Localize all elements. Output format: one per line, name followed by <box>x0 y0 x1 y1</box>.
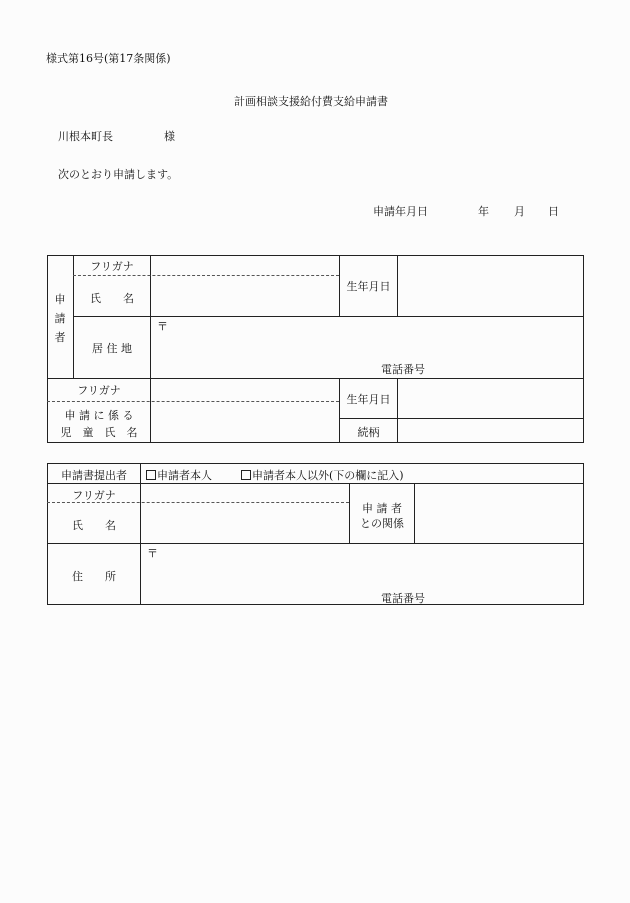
month-label: 月 <box>514 205 525 218</box>
checkbox-self[interactable] <box>146 470 156 480</box>
relationship-label: 続柄 <box>357 426 380 439</box>
applicant-furigana-label: フリガナ <box>90 260 134 273</box>
applicant-phone-label: 電話番号 <box>381 363 425 376</box>
option-other-label: 申請者本人以外(下の欄に記入) <box>252 469 404 482</box>
submitter-name-label: 氏 名 <box>72 519 116 532</box>
submitter-postal-mark: 〒 <box>147 547 158 560</box>
form-number: 様式第16号(第17条関係) <box>46 52 171 65</box>
child-birthdate-label: 生年月日 <box>346 393 391 406</box>
option-self[interactable] <box>146 467 212 483</box>
honorific: 様 <box>164 130 175 143</box>
year-label: 年 <box>478 205 489 218</box>
child-label-line1: 申 請 に 係 る <box>64 409 134 422</box>
applicant-name-label: 氏 名 <box>90 292 134 305</box>
child-furigana-label: フリガナ <box>77 384 121 397</box>
postal-mark: 〒 <box>157 320 168 333</box>
day-label: 日 <box>548 205 559 218</box>
addressee: 川根本町長 <box>58 130 113 143</box>
page-title: 計画相談支援給付費支給申請書 <box>234 95 388 108</box>
child-label-line2: 児 童 氏 名 <box>60 426 138 439</box>
submitter-furigana-label: フリガナ <box>72 489 116 502</box>
request-line: 次のとおり申請します。 <box>58 168 179 181</box>
option-other[interactable] <box>241 467 404 483</box>
submitter-phone-label: 電話番号 <box>381 592 425 605</box>
checkbox-other[interactable] <box>241 470 251 480</box>
relation-label-line2: との関係 <box>360 517 404 530</box>
submitter-label: 申請書提出者 <box>61 469 127 482</box>
relation-label-line1: 申 請 者 <box>362 502 402 515</box>
submitter-address-label: 住 所 <box>72 570 116 583</box>
date-label: 申請年月日 <box>373 205 428 218</box>
applicant-birthdate-label: 生年月日 <box>346 280 391 293</box>
applicant-section-label: 申 請 者 <box>54 293 66 344</box>
option-self-label: 申請者本人 <box>157 469 212 482</box>
applicant-address-label: 居 住 地 <box>92 342 132 355</box>
